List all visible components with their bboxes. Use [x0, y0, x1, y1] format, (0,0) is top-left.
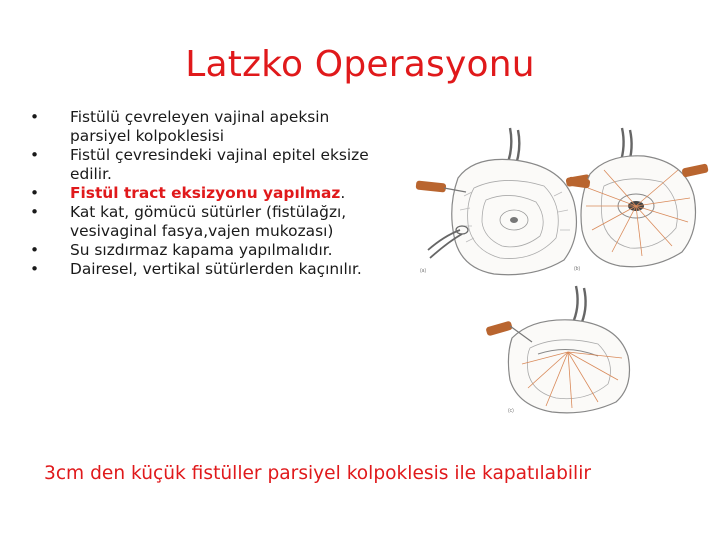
bullet-marker: •	[30, 203, 40, 221]
bullet-text: Su sızdırmaz kapama yapılmalıdır.	[70, 241, 333, 259]
surgical-illustration-b	[568, 126, 714, 276]
figure-label-c: (c)	[508, 408, 514, 414]
bullet-suffix: .	[340, 184, 346, 202]
bullet-item	[30, 203, 390, 241]
bullet-marker: •	[30, 108, 40, 126]
slide-title: Latzko Operasyonu	[185, 44, 535, 85]
bullet-item	[30, 146, 390, 184]
bullet-list	[30, 108, 390, 279]
surgical-illustration-c	[482, 284, 642, 418]
bullet-item	[30, 108, 390, 146]
figure-label-b: (b)	[574, 266, 581, 272]
bullet-text: Fistül tract eksizyonu yapılmaz	[70, 184, 341, 202]
bullet-marker: •	[30, 146, 40, 164]
bullet-item	[30, 260, 390, 279]
bullet-text: Dairesel, vertikal sütürlerden kaçınılır.	[70, 260, 362, 278]
bullet-marker: •	[30, 241, 40, 259]
bullet-text: Kat kat, gömücü sütürler (fistülağzı, vesivaginal fasya,vajen mukozası)	[70, 203, 347, 240]
bullet-text: Fistül çevresindeki vajinal epitel eksize edilir.	[70, 146, 369, 183]
figure-label-a: (a)	[420, 268, 427, 274]
bullet-marker: •	[30, 260, 40, 278]
bullet-item	[30, 241, 390, 260]
footer-note: 3cm den küçük fistüller parsiyel kolpoklesis ile kapatılabilir	[44, 463, 592, 484]
bullet-text: Fistülü çevreleyen vajinal apeksin parsiyel kolpoklesisi	[70, 108, 330, 145]
bullet-item-highlight	[30, 184, 390, 203]
bullet-marker: •	[30, 184, 40, 202]
surgical-illustration-a	[414, 126, 594, 282]
